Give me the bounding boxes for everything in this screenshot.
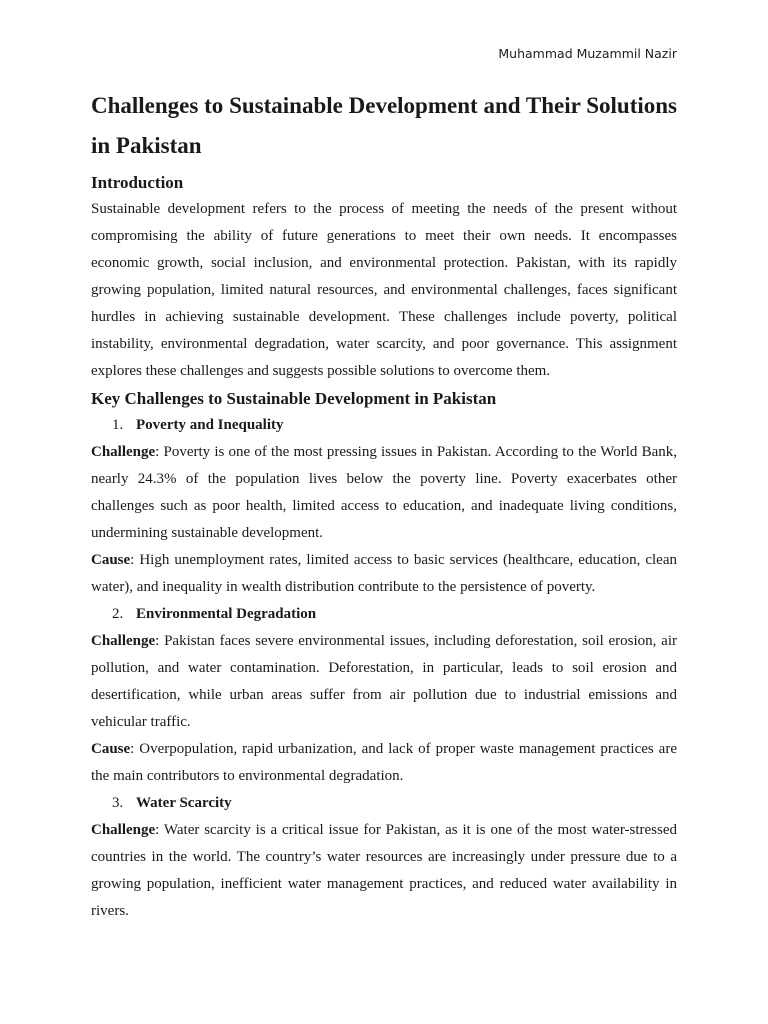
list-item-number: 1. — [112, 417, 124, 433]
challenge-paragraph — [91, 817, 677, 925]
document-title: Challenges to Sustainable Development and Their Solutions in Pakistan — [91, 93, 677, 158]
cause-label: Cause — [91, 552, 131, 568]
cause-paragraph — [91, 736, 677, 790]
challenge-paragraph — [91, 439, 677, 547]
cause-text: : Overpopulation, rapid urbanization, and lack of proper waste management practices are the main contributors to environmental degradation. — [91, 741, 677, 784]
document-body — [91, 86, 677, 925]
key-challenges-heading: Key Challenges to Sustainable Development in Pakistan — [91, 389, 497, 408]
challenge-label: Challenge — [91, 822, 156, 838]
list-item-number: 2. — [112, 606, 124, 622]
list-item — [91, 790, 677, 817]
list-item-title: Water Scarcity — [136, 795, 232, 811]
challenge-text: : Pakistan faces severe environmental issues, including deforestation, soil erosion, air pollution, and water contamination. Deforestation, in particular, leads to soil erosion and desertification, while urban areas suffer from air pollution due to industrial emissions and vehicular traffic. — [91, 633, 677, 730]
challenge-text: : Poverty is one of the most pressing issues in Pakistan. According to the World Bank, nearly 24.3% of the population lives below the poverty line. Poverty exacerbates other challenges such as poor health, limited access to education, and inadequate living conditions, undermining sustainable development. — [91, 444, 677, 541]
header-author: Muhammad Muzammil Nazir — [498, 46, 677, 61]
challenge-label: Challenge — [91, 633, 156, 649]
list-item-title: Poverty and Inequality — [136, 417, 284, 433]
cause-paragraph — [91, 547, 677, 601]
challenge-paragraph — [91, 628, 677, 736]
list-item-title: Environmental Degradation — [136, 606, 317, 622]
list-item-number: 3. — [112, 795, 124, 811]
list-item — [91, 412, 677, 439]
cause-label: Cause — [91, 741, 131, 757]
challenge-label: Challenge — [91, 444, 156, 460]
cause-text: : High unemployment rates, limited access to basic services (healthcare, education, clean water), and inequality in wealth distribution contribute to the persistence of poverty. — [91, 552, 677, 595]
introduction-heading: Introduction — [91, 173, 184, 192]
list-item — [91, 601, 677, 628]
challenge-text: : Water scarcity is a critical issue for Pakistan, as it is one of the most water-stressed countries in the world. The country’s water resources are increasingly under pressure due to a growing population, inefficient water management practices, and reduced water availability in rivers. — [91, 822, 677, 919]
introduction-paragraph: Sustainable development refers to the process of meeting the needs of the present without compromising the ability of future generations to meet their own needs. It encompasses economic growth, social inclusion, and environmental protection. Pakistan, with its rapidly growing population, limited natural resources, and environmental challenges, faces significant hurdles in achieving sustainable development. These challenges include poverty, political instability, environmental degradation, water scarcity, and poor governance. This assignment explores these challenges and suggests possible solutions to overcome them. — [91, 201, 677, 379]
